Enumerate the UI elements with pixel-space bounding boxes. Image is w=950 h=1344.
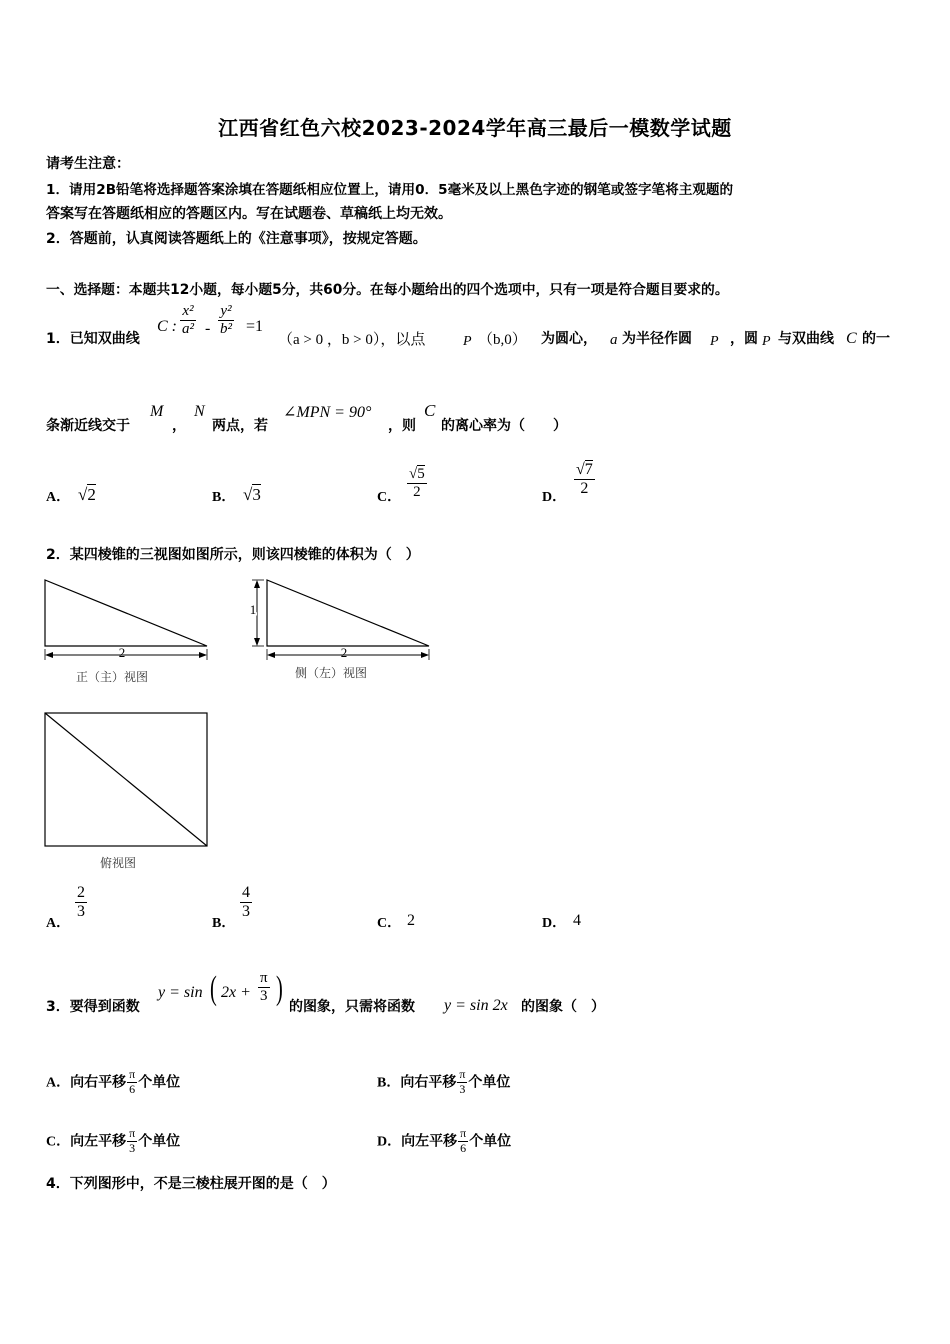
notice-line-1: 1．请用2B铅笔将选择题答案涂填在答题纸相应位置上，请用0．5毫米及以上黑色字迹的钢笔或签字笔将主观题的 — [46, 182, 734, 198]
notice-line-3: 2．答题前，认真阅读答题纸上的《注意事项》，按规定答题。 — [46, 231, 427, 247]
q2-option-b-num: 4 — [240, 884, 252, 903]
q1-text-2: 为半径作圆 — [622, 331, 692, 347]
q4-text: 4．下列图形中，不是三棱柱展开图的是（ ） — [46, 1176, 336, 1192]
arrow-left-icon — [45, 652, 53, 658]
q3-mid: 的图象，只需将函数 — [289, 999, 415, 1015]
q2-text: 2．某四棱锥的三视图如图所示，则该四棱锥的体积为（ ） — [46, 547, 420, 563]
q3-option-b — [377, 1068, 510, 1097]
q1-option-d-num: 7 — [584, 461, 593, 478]
q3-option-d-label: D． — [377, 1134, 402, 1150]
q1-text-5: 的一 — [862, 331, 890, 347]
q1-minus: - — [205, 320, 211, 337]
q1-p3: P — [762, 334, 771, 349]
q3-option-c — [46, 1127, 180, 1156]
q1-a2: a² — [182, 321, 194, 338]
side-view-caption: 侧（左）视图 — [295, 666, 368, 680]
q3-option-c-label: C． — [46, 1134, 71, 1150]
q1-m: M — [150, 403, 164, 420]
notice-line-2: 答案写在答题纸相应的答题区内。写在试题卷、草稿纸上均无效。 — [46, 206, 452, 222]
section-heading: 一、选择题：本题共12小题，每小题5分，共60分。在每小题给出的四个选项中，只有一项是符合题目要求的。 — [46, 282, 729, 298]
side-view-dim-h: 1 — [249, 602, 257, 617]
q1-line2-c: ，则 — [388, 418, 416, 434]
q2-option-b-label: B． — [212, 916, 236, 931]
side-view-dim-w: 2 — [340, 645, 348, 660]
q3-pi: π — [258, 970, 270, 988]
q3-option-d-num: π — [460, 1126, 467, 1140]
arrow-left-icon — [267, 652, 275, 658]
q1-b2: b² — [220, 321, 232, 338]
sqrt-icon: √ — [243, 485, 253, 504]
q3-option-c-num: π — [129, 1126, 136, 1140]
q1-p2: P — [710, 334, 719, 349]
side-view-diagram — [240, 574, 440, 674]
q3-option-b-post: 个单位 — [468, 1074, 511, 1091]
q3-suffix: 的图象（ ） — [521, 999, 605, 1015]
q2-option-a-den: 3 — [77, 903, 85, 921]
q2-option-a-label: A． — [46, 916, 71, 931]
top-view-caption: 俯视图 — [100, 856, 137, 870]
q1-c-label: C : — [157, 318, 177, 335]
q1-line2-a: 条渐近线交于 — [46, 418, 130, 434]
q3-func1-a: y = sin — [158, 984, 203, 1001]
q3-option-b-den: 3 — [459, 1081, 466, 1096]
q2-option-d-label: D． — [542, 916, 567, 931]
q3-option-d-post: 个单位 — [469, 1133, 512, 1150]
q1-center: （b,0） — [478, 332, 527, 348]
q1-option-a-label: A． — [46, 490, 71, 505]
left-paren-icon: ( — [210, 970, 217, 1007]
q3-option-c-den: 3 — [129, 1140, 136, 1155]
q3-option-d-den: 6 — [460, 1140, 467, 1155]
q2-option-c-value: 2 — [407, 912, 415, 929]
q1-x2: x² — [180, 303, 195, 321]
q3-fraction — [258, 970, 270, 1006]
q1-c3: C — [424, 401, 436, 420]
q1-fraction-x — [180, 303, 196, 339]
arrow-down-icon — [254, 638, 260, 646]
front-view-dim: 2 — [118, 645, 126, 660]
arrow-right-icon — [199, 652, 207, 658]
q1-option-c-num: 5 — [417, 466, 425, 482]
page-title: 江西省红色六校2023-2024学年高三最后一模数学试题 — [218, 116, 732, 140]
notice-heading: 请考生注意： — [46, 156, 130, 172]
q3-option-b-num: π — [459, 1067, 466, 1081]
q2-option-c-label: C． — [377, 916, 402, 931]
q3-three: 3 — [260, 988, 268, 1005]
q3-func1-b: 2x + — [221, 984, 251, 1001]
arrow-right-icon — [421, 652, 429, 658]
top-view-diagram — [40, 708, 215, 853]
q1-option-d — [574, 461, 595, 499]
q1-line2-b: 两点，若 — [212, 418, 268, 434]
q2-option-d-value: 4 — [573, 912, 581, 929]
q3-option-a-pre: 向右平移 — [70, 1074, 127, 1091]
q3-option-c-post: 个单位 — [138, 1133, 181, 1150]
right-paren-icon: ) — [276, 970, 283, 1007]
q1-option-b-value: 3 — [252, 485, 261, 504]
q1-fraction-y — [218, 303, 234, 339]
q1-text-1: 为圆心， — [541, 331, 597, 347]
q1-condition: （a > 0 ，b > 0），以点 — [278, 332, 426, 348]
q1-prefix: 1．已知双曲线 — [46, 331, 140, 347]
top-view-diagonal — [45, 713, 207, 846]
q3-option-a — [46, 1068, 180, 1097]
q1-a: a — [610, 332, 618, 348]
q1-eq1: =1 — [246, 318, 264, 335]
q3-option-d-pre: 向左平移 — [401, 1133, 458, 1150]
sqrt-icon: √ — [78, 485, 88, 504]
q2-option-b — [240, 884, 252, 922]
q1-angle: ∠MPN = 90° — [283, 404, 372, 421]
q1-option-a-value: 2 — [87, 485, 96, 504]
q1-n: N — [194, 403, 205, 420]
sqrt-icon: √ — [409, 466, 418, 482]
q1-option-d-label: D． — [542, 490, 567, 505]
q1-comma: ， — [172, 418, 186, 434]
q3-option-a-num: π — [129, 1067, 136, 1081]
q1-option-b-label: B． — [212, 490, 236, 505]
front-view-caption: 正（主）视图 — [76, 670, 149, 684]
q2-option-b-den: 3 — [242, 903, 250, 921]
q3-func2: y = sin 2x — [444, 997, 508, 1014]
q2-option-a — [75, 884, 87, 922]
q1-text-4: 与双曲线 — [778, 331, 834, 347]
front-view-triangle — [45, 580, 207, 646]
q1-line2-d: 的离心率为（ ） — [441, 418, 567, 434]
q3-option-b-label: B． — [377, 1075, 401, 1091]
sqrt-icon: √ — [576, 461, 585, 478]
q1-option-c — [407, 466, 427, 502]
q1-p1: P — [463, 334, 472, 349]
q1-option-c-den: 2 — [413, 484, 421, 501]
front-view-diagram — [40, 574, 220, 674]
q3-option-b-pre: 向右平移 — [400, 1074, 457, 1091]
q3-option-c-pre: 向左平移 — [70, 1133, 127, 1150]
q1-option-d-den: 2 — [580, 480, 589, 498]
q1-option-c-label: C． — [377, 490, 402, 505]
q1-text-3: ，圆 — [730, 331, 758, 347]
q1-option-b — [243, 485, 261, 505]
q3-option-a-den: 6 — [129, 1081, 136, 1096]
side-view-triangle — [267, 580, 429, 646]
q1-y2: y² — [218, 303, 233, 321]
q3-option-a-label: A． — [46, 1075, 71, 1091]
q3-option-a-post: 个单位 — [138, 1074, 181, 1091]
arrow-up-icon — [254, 580, 260, 588]
q3-prefix: 3．要得到函数 — [46, 999, 140, 1015]
q1-c2: C — [846, 330, 857, 347]
q2-option-a-num: 2 — [75, 884, 87, 903]
q3-option-d — [377, 1127, 511, 1156]
q1-option-a — [78, 485, 96, 505]
